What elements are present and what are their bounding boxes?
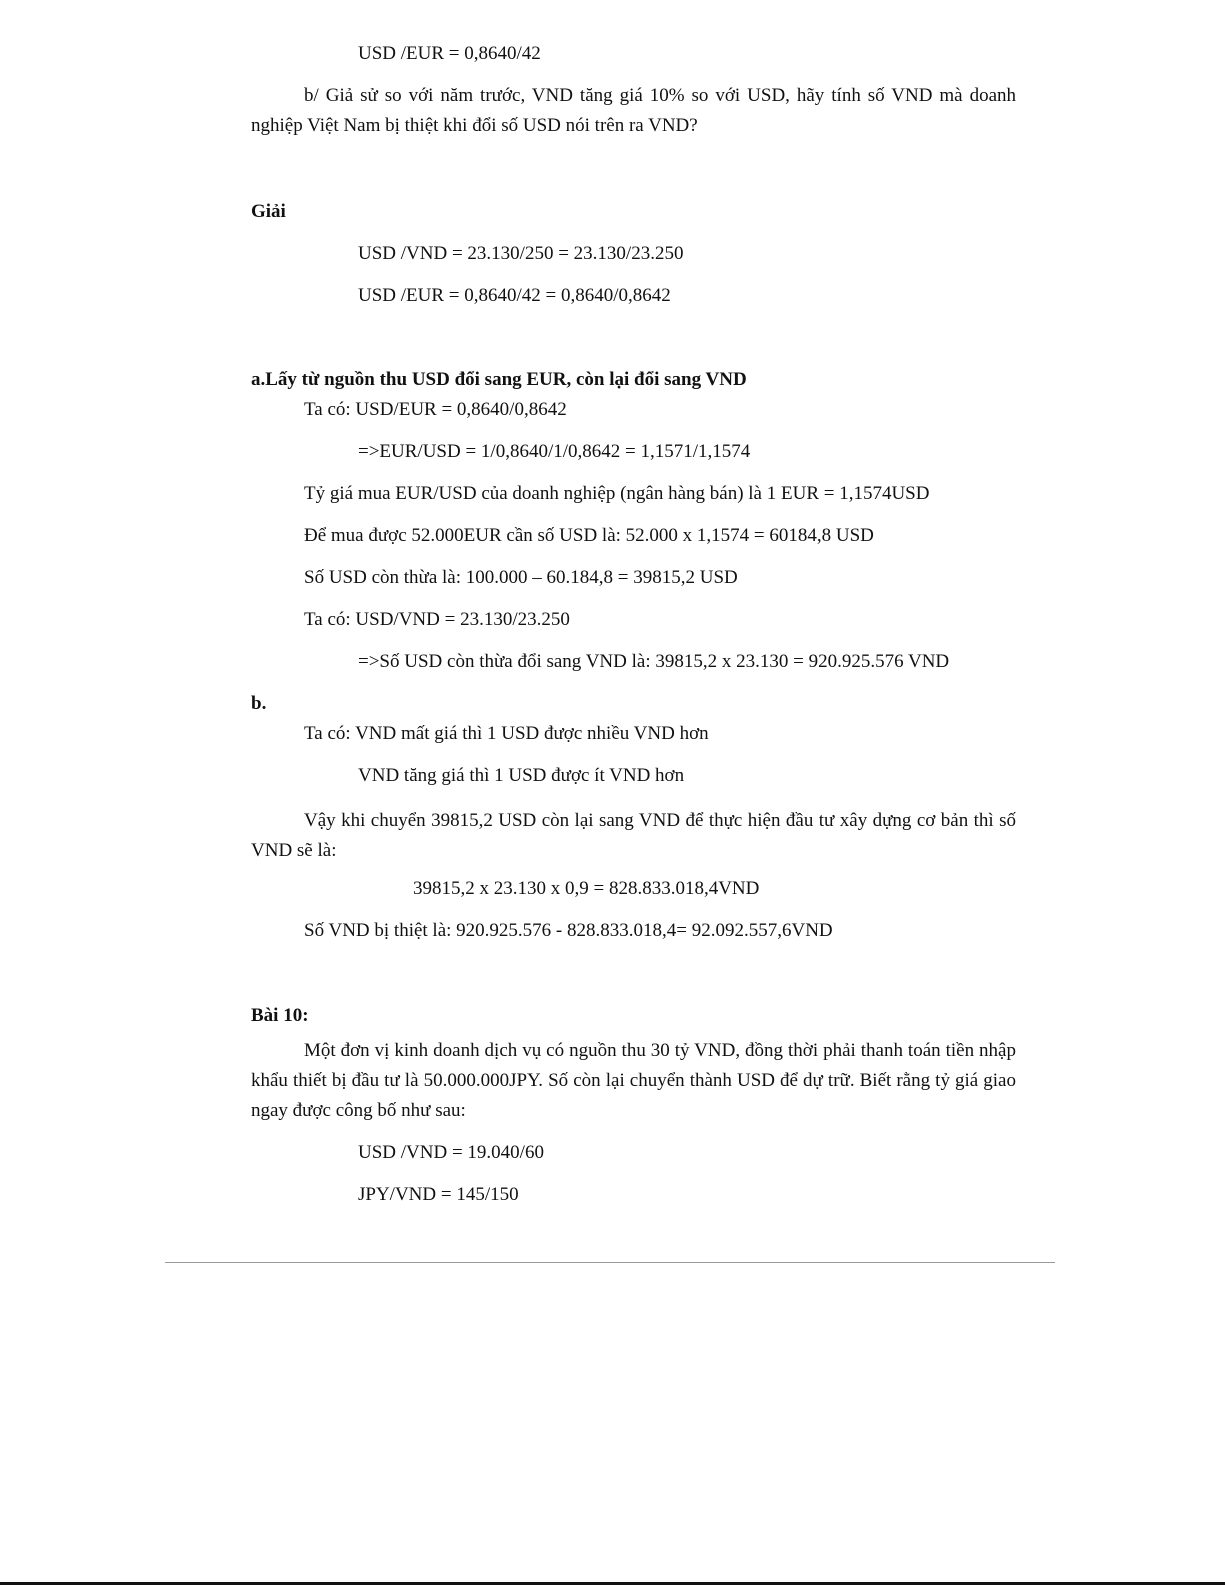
bai10-heading: Bài 10: bbox=[251, 1005, 309, 1026]
part-a-line-5: Số USD còn thừa là: 100.000 – 60.184,8 = 39815,2 USD bbox=[304, 567, 738, 588]
part-a-heading: a.Lấy từ nguồn thu USD đổi sang EUR, còn lại đổi sang VND bbox=[251, 369, 747, 390]
part-b-calculation: 39815,2 x 23.130 x 0,9 = 828.833.018,4VND bbox=[413, 878, 760, 899]
part-b-heading: b. bbox=[251, 693, 267, 714]
part-b-line-1: Ta có: VND mất giá thì 1 USD được nhiều VND hơn bbox=[304, 723, 709, 744]
solution-heading: Giải bbox=[251, 201, 286, 222]
rate-line-usd-eur-top: USD /EUR = 0,8640/42 bbox=[358, 43, 541, 64]
part-b-line-2: VND tăng giá thì 1 USD được ít VND hơn bbox=[358, 765, 685, 786]
part-a-line-3: Tỷ giá mua EUR/USD của doanh nghiệp (ngân hàng bán) là 1 EUR = 1,1574USD bbox=[304, 483, 930, 504]
bai10-rate-usd-vnd: USD /VND = 19.040/60 bbox=[358, 1142, 544, 1163]
part-b-loss: Số VND bị thiệt là: 920.925.576 - 828.833.018,4= 92.092.557,6VND bbox=[304, 920, 833, 941]
part-a-line-6: Ta có: USD/VND = 23.130/23.250 bbox=[304, 609, 570, 630]
part-a-line-1: Ta có: USD/EUR = 0,8640/0,8642 bbox=[304, 399, 567, 420]
bai10-rate-jpy-vnd: JPY/VND = 145/150 bbox=[358, 1184, 519, 1205]
part-b-question: b/ Giả sử so với năm trước, VND tăng giá 10% so với USD, hãy tính số VND mà doanh nghiệp Việt Nam bị thiệt khi đổi số USD nói trên ra VND? bbox=[251, 85, 1016, 136]
part-a-line-2: =>EUR/USD = 1/0,8640/1/0,8642 = 1,1571/1,1574 bbox=[358, 441, 751, 462]
footer-divider bbox=[165, 1262, 1055, 1263]
part-b-paragraph: Vậy khi chuyển 39815,2 USD còn lại sang VND để thực hiện đầu tư xây dựng cơ bản thì số VND sẽ là: bbox=[251, 810, 1016, 861]
part-a-line-7: =>Số USD còn thừa đổi sang VND là: 39815,2 x 23.130 = 920.925.576 VND bbox=[358, 651, 950, 672]
rate-usd-eur: USD /EUR = 0,8640/42 = 0,8640/0,8642 bbox=[358, 285, 671, 306]
rate-usd-vnd: USD /VND = 23.130/250 = 23.130/23.250 bbox=[358, 243, 684, 264]
bai10-paragraph: Một đơn vị kinh doanh dịch vụ có nguồn thu 30 tỷ VND, đồng thời phải thanh toán tiền nhập khẩu thiết bị đầu tư là 50.000.000JPY. Số còn lại chuyển thành USD để dự trữ. Biết rằng tỷ giá giao ngay được công bố như sau: bbox=[251, 1040, 1016, 1121]
part-a-line-4: Để mua được 52.000EUR cần số USD là: 52.000 x 1,1574 = 60184,8 USD bbox=[304, 525, 874, 546]
